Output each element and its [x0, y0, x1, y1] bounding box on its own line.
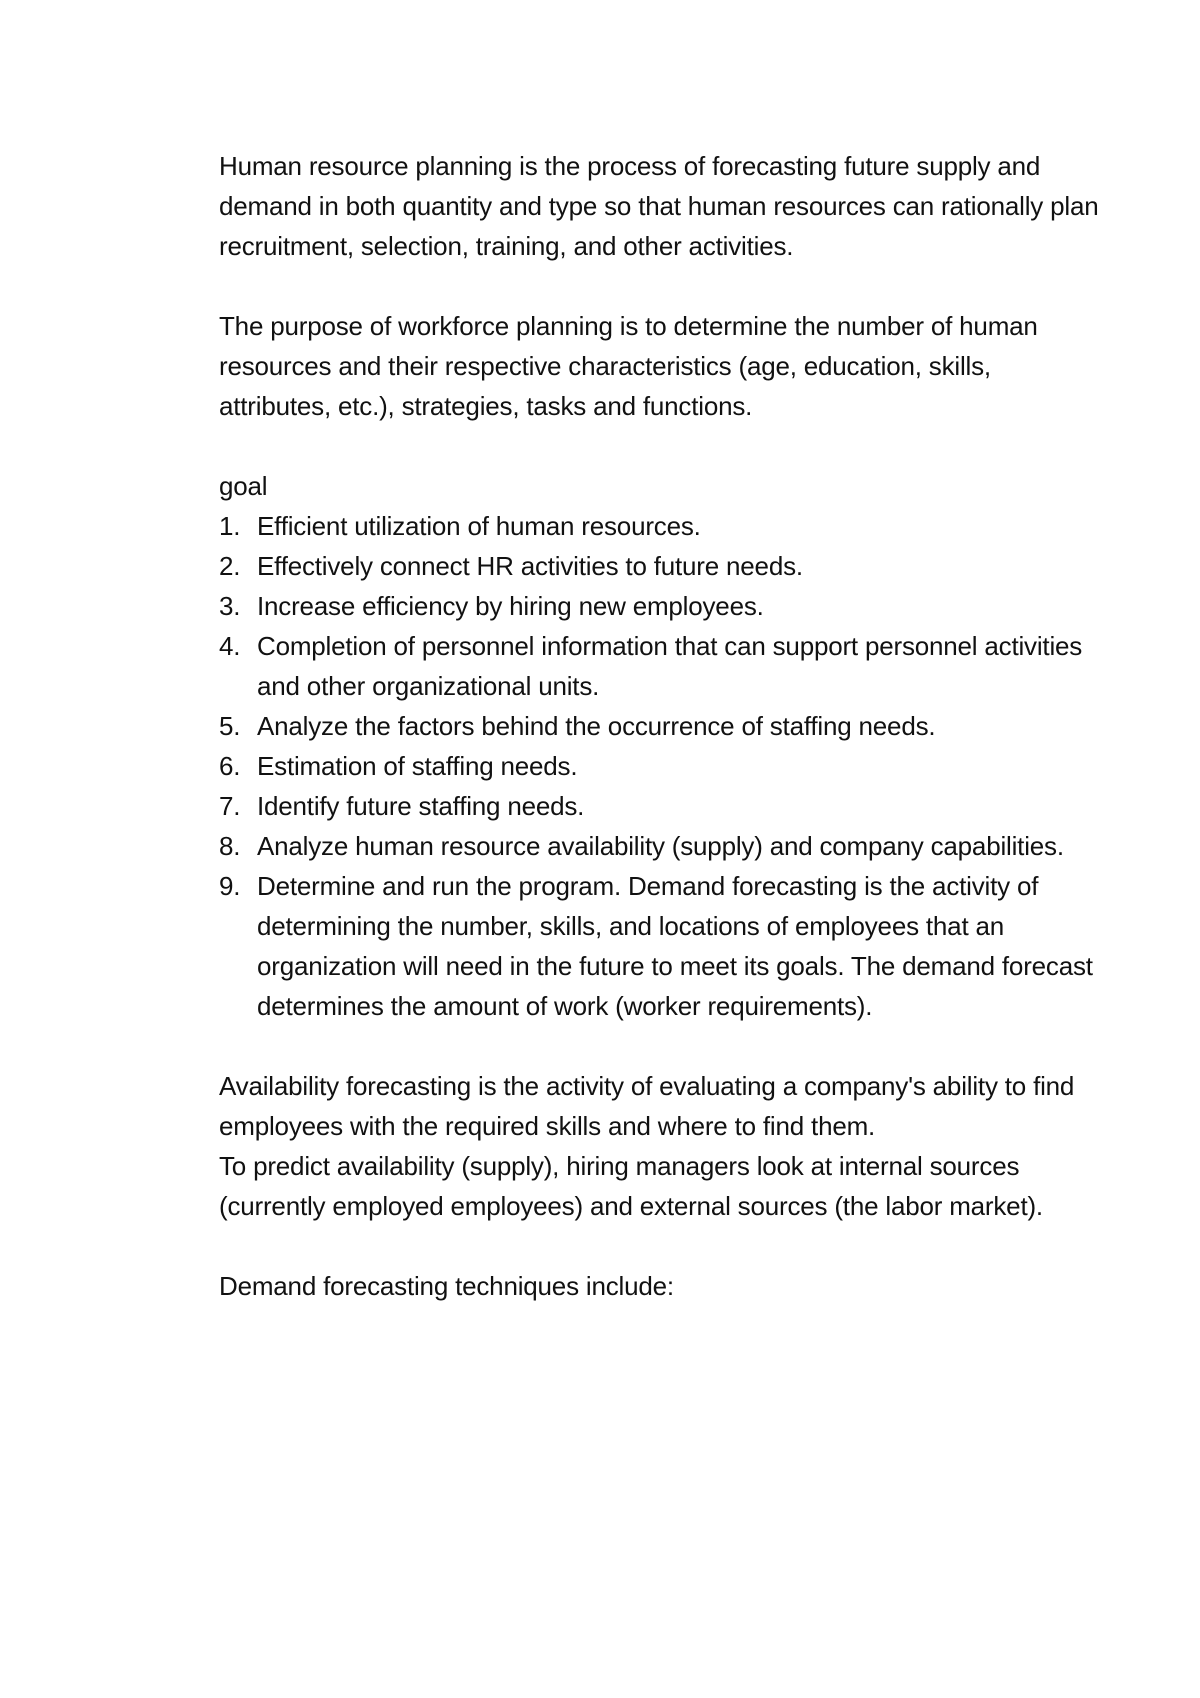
goal-number: 6.: [219, 751, 241, 781]
goal-item-2: [219, 546, 1099, 586]
goal-item-7: [219, 786, 1099, 826]
paragraph-hr-planning-definition: Human resource planning is the process of forecasting future supply and demand in both quantity and type so that human resources can rationally plan recruitment, selection, training, and other activities.: [219, 151, 1099, 261]
goal-item-8: [219, 826, 1099, 866]
goal-heading: goal: [219, 471, 268, 501]
demand-techniques-heading: Demand forecasting techniques include:: [219, 1271, 674, 1301]
goal-item-9: [219, 866, 1099, 1026]
goal-number: 3.: [219, 591, 241, 621]
document-page: [219, 146, 1099, 1306]
goal-text: Estimation of staffing needs.: [257, 751, 578, 781]
goal-number: 2.: [219, 551, 241, 581]
goal-text: Determine and run the program. Demand forecasting is the activity of determining the number, skills, and locations of employees that an organization will need in the future to meet its goals. The demand forecast determines the amount of work (worker requirements).: [257, 871, 1093, 1021]
goal-text: Analyze the factors behind the occurrence of staffing needs.: [257, 711, 936, 741]
goal-item-6: [219, 746, 1099, 786]
goal-number: 7.: [219, 791, 241, 821]
goal-item-5: [219, 706, 1099, 746]
goal-text: Analyze human resource availability (supply) and company capabilities.: [257, 831, 1064, 861]
goal-item-4: [219, 626, 1099, 706]
goal-text: Completion of personnel information that can support personnel activities and other organizational units.: [257, 631, 1083, 701]
paragraph-predict-availability: To predict availability (supply), hiring managers look at internal sources (currently employed employees) and external sources (the labor market).: [219, 1151, 1043, 1221]
goal-item-3: [219, 586, 1099, 626]
goal-number: 1.: [219, 511, 241, 541]
goal-text: Increase efficiency by hiring new employees.: [257, 591, 764, 621]
goal-number: 5.: [219, 711, 241, 741]
goal-number: 4.: [219, 631, 241, 661]
goal-text: Effectively connect HR activities to future needs.: [257, 551, 803, 581]
goal-list: [219, 506, 1099, 1026]
goal-item-1: [219, 506, 1099, 546]
goal-number: 9.: [219, 871, 241, 901]
paragraph-workforce-planning-purpose: The purpose of workforce planning is to determine the number of human resources and their respective characteristics (age, education, skills, attributes, etc.), strategies, tasks and functions.: [219, 311, 1038, 421]
goal-text: Efficient utilization of human resources.: [257, 511, 701, 541]
paragraph-availability-forecasting: Availability forecasting is the activity of evaluating a company's ability to find employees with the required skills and where to find them.: [219, 1071, 1075, 1141]
goal-number: 8.: [219, 831, 241, 861]
goal-text: Identify future staffing needs.: [257, 791, 585, 821]
